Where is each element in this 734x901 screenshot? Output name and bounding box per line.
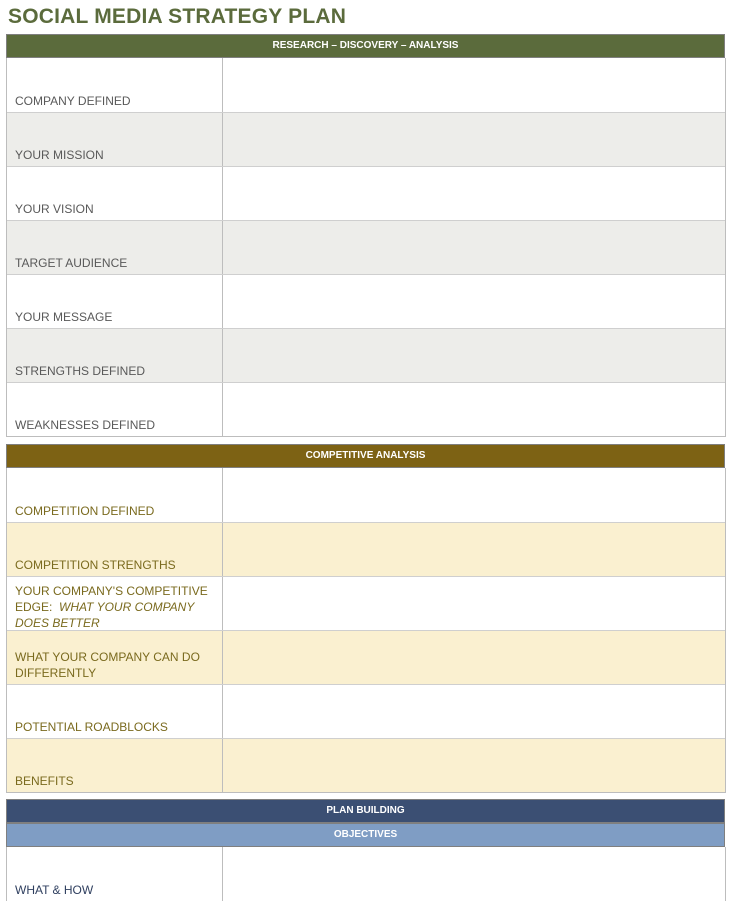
row-label: WHAT & HOW bbox=[7, 847, 223, 901]
row-value-cell[interactable] bbox=[223, 221, 725, 274]
row-value-cell[interactable] bbox=[223, 631, 725, 684]
row-label: STRENGTHS DEFINED bbox=[7, 329, 223, 382]
row-label: YOUR MISSION bbox=[7, 113, 223, 166]
table-row bbox=[7, 112, 725, 166]
objectives-table bbox=[6, 847, 726, 901]
row-value-cell[interactable] bbox=[223, 383, 725, 436]
row-value-cell[interactable] bbox=[223, 523, 725, 576]
row-label: COMPETITION DEFINED bbox=[7, 468, 223, 522]
table-row bbox=[7, 166, 725, 220]
row-value-cell[interactable] bbox=[223, 739, 725, 792]
table-row bbox=[7, 847, 725, 901]
table-row bbox=[7, 274, 725, 328]
row-label: TARGET AUDIENCE bbox=[7, 221, 223, 274]
row-label: COMPANY DEFINED bbox=[7, 58, 223, 112]
table-row bbox=[7, 220, 725, 274]
competitive-table bbox=[6, 468, 726, 793]
row-value-cell[interactable] bbox=[223, 685, 725, 738]
row-label: COMPETITION STRENGTHS bbox=[7, 523, 223, 576]
table-row bbox=[7, 684, 725, 738]
competitive-header: COMPETITIVE ANALYSIS bbox=[6, 444, 725, 468]
row-label: YOUR VISION bbox=[7, 167, 223, 220]
plan-building-header: PLAN BUILDING bbox=[6, 799, 725, 823]
row-label: BENEFITS bbox=[7, 739, 223, 792]
row-value-cell[interactable] bbox=[223, 329, 725, 382]
row-label: WHAT YOUR COMPANY CAN DO DIFFERENTLY bbox=[7, 631, 223, 684]
table-row bbox=[7, 522, 725, 576]
row-label: YOUR COMPANY'S COMPETITIVE EDGE: WHAT YOUR COMPANY DOES BETTER bbox=[7, 577, 223, 630]
row-label: YOUR MESSAGE bbox=[7, 275, 223, 328]
row-label: POTENTIAL ROADBLOCKS bbox=[7, 685, 223, 738]
row-value-cell[interactable] bbox=[223, 577, 725, 630]
table-row bbox=[7, 468, 725, 522]
page-title: SOCIAL MEDIA STRATEGY PLAN bbox=[8, 5, 347, 28]
row-value-cell[interactable] bbox=[223, 847, 725, 901]
row-value-cell[interactable] bbox=[223, 275, 725, 328]
table-row bbox=[7, 630, 725, 684]
table-row bbox=[7, 738, 725, 792]
row-value-cell[interactable] bbox=[223, 113, 725, 166]
table-row bbox=[7, 382, 725, 436]
objectives-header: OBJECTIVES bbox=[6, 823, 725, 847]
table-row bbox=[7, 328, 725, 382]
table-row bbox=[7, 58, 725, 112]
research-header: RESEARCH – DISCOVERY – ANALYSIS bbox=[6, 34, 725, 58]
row-value-cell[interactable] bbox=[223, 167, 725, 220]
row-label: WEAKNESSES DEFINED bbox=[7, 383, 223, 436]
research-table bbox=[6, 58, 726, 437]
table-row bbox=[7, 576, 725, 630]
row-value-cell[interactable] bbox=[223, 58, 725, 112]
row-value-cell[interactable] bbox=[223, 468, 725, 522]
